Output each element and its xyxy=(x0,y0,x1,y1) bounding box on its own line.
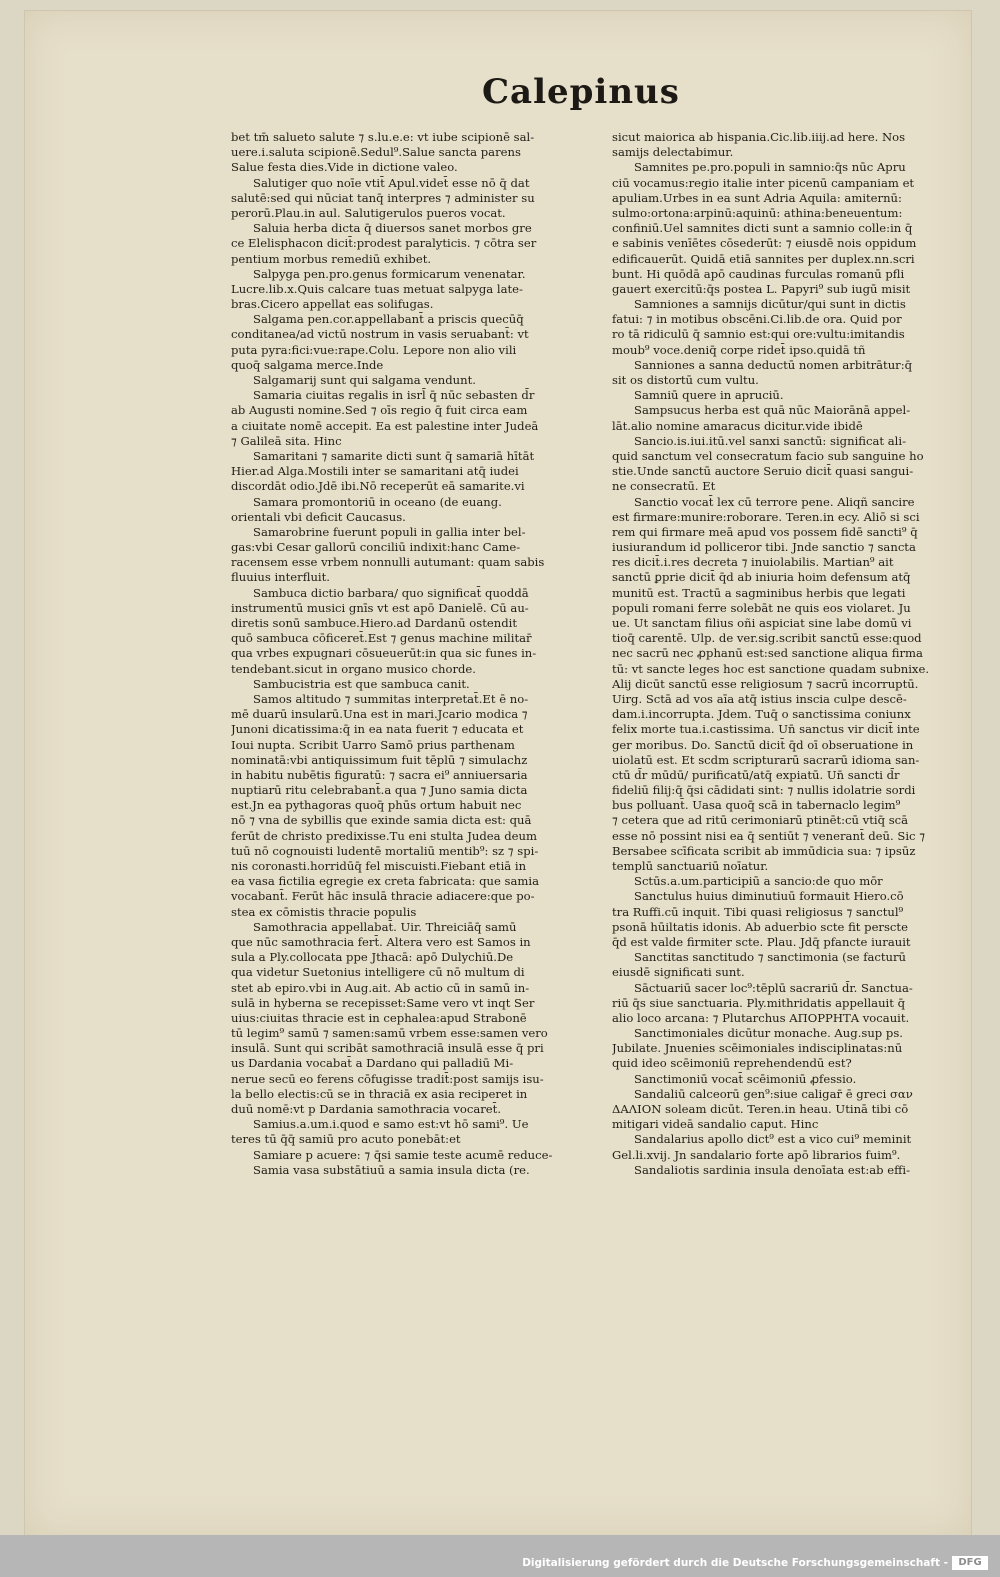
text-line: nec sacrū nec ꝓphanū est:sed sanctione aliqua firma xyxy=(612,646,923,661)
text-line: uiolatū est. Et scdm scripturarū sacrarū idioma san- xyxy=(612,752,920,767)
text-line: instrumentū musici gnīs vt est apō Danielē. Cū au- xyxy=(231,600,529,615)
text-line: Salgama pen.cor.appellabant̄ a priscis quecūq̄ xyxy=(253,312,524,327)
text-line: sula a Ply.collocata ppe Jthacā: apō Dulychiū.De xyxy=(231,950,514,965)
text-line: est.Jn ea pythagoras quoq̄ phūs ortum habuit nec xyxy=(231,798,522,813)
text-line: felix morte tua.i.castissima. Un̄ sanctus vir dicit̄ inte xyxy=(612,722,920,737)
text-line: salutē:sed qui nūciat tanq̄ interpres ⁊ administer su xyxy=(231,190,535,205)
text-line: alio loco arcana: ⁊ Plutarchus ΑΠΟΡΡΗΤΑ vocauit. xyxy=(612,1010,910,1025)
text-line: fluuius interfluit. xyxy=(231,570,330,585)
text-line: edificauerūt. Quidā etiā sannites per duplex.nn.scri xyxy=(612,251,915,266)
text-line: gauert exercitū:q̄s postea L. Papyri⁹ sub iugū misit xyxy=(612,281,911,296)
text-line: bet tm̄ salueto salute ⁊ s.lu.e.e: vt iube scipionē sal- xyxy=(231,130,535,144)
text-line: Samos altitudo ⁊ summitas interpretat̄.Et ē no- xyxy=(253,691,529,706)
text-line: stie.Unde sanctū auctore Seruio dicit̄ quasi sangui- xyxy=(612,464,914,479)
text-line: diretis sonū sambuce.Hiero.ad Dardanū ostendit xyxy=(231,616,517,630)
text-line: gas:vbi Cesar gallorū conciliū indixit:hanc Came- xyxy=(231,540,521,555)
text-line: Samara promontoriū in oceano (de euang. xyxy=(253,494,502,509)
text-line: q̄d est valde firmiter scte. Plau. Jdq̄ pfancte iurauit xyxy=(612,934,911,949)
footer-bar xyxy=(0,1535,1000,1577)
text-line: duū nomē:vt p Dardania samothracia vocaret̄. xyxy=(231,1102,502,1116)
text-line: riū q̄s siue sanctuaria. Ply.mithridatis appellauit q̄ xyxy=(612,995,906,1010)
text-line: templū sanctuariū noīatur. xyxy=(612,859,769,873)
text-line: Samarobrine fuerunt populi in gallia inter bel- xyxy=(253,524,526,539)
text-line: psonā hūiltatis idonis. Ab aduerbio scte fit perscte xyxy=(612,919,908,934)
text-line: Junoni dicatissima:q̄ in ea nata fuerit ⁊ educata et xyxy=(231,722,524,737)
text-line: in habitu nubētis figuratū: ⁊ sacra ei⁹ anniuersaria xyxy=(231,767,528,782)
text-line: puta pyra:fici:vue:rape.Colu. Lepore non alio vili xyxy=(231,342,517,357)
text-line: bras.Cicero appellat eas solifugas. xyxy=(231,297,434,312)
text-line: Sanctitas sanctitudo ⁊ sanctimonia (se facturū xyxy=(634,950,907,965)
text-line: stea ex cōmistis thracie populis xyxy=(231,904,417,919)
text-line: racensem esse vrbem nonnulli autumant: quam sabis xyxy=(231,555,545,570)
text-line: bus polluant̄. Uasa quoq̄ scā in tabernaclo legim⁹ xyxy=(612,798,901,813)
text-line: qua videtur Suetonius intelligere cū nō multum di xyxy=(231,965,525,980)
text-line: nō ⁊ vna de sybillis que exinde samia dicta est: quā xyxy=(231,813,532,828)
text-line: conditanea/ad victū nostrum in vasis seruabant̄: vt xyxy=(231,327,529,342)
text-line: Sambuca dictio barbara/ quo significat̄ quoddā xyxy=(253,585,529,600)
text-line: a ciuitate nomē accepit. Ea est palestine inter Judeā xyxy=(231,418,539,433)
text-line: tra Ruffi.cū inquit. Tibi quasi religiosus ⁊ sanctul⁹ xyxy=(612,904,904,919)
text-line: Hier.ad Alga.Mostili inter se samaritani atq̄ iudei xyxy=(231,464,519,479)
text-line: dam.i.incorrupta. Jdem. Tuq̄ o sanctissima coniunx xyxy=(612,707,911,722)
text-line: ne consecratū. Et xyxy=(612,479,716,494)
text-line: la bello electis:cū se in thraciā ex asia reciperet in xyxy=(231,1086,528,1101)
text-line: tū legim⁹ samū ⁊ samen:samū vrbem esse:samen vero xyxy=(231,1026,548,1041)
text-line: quid ideo scēimoniū reprehendendū est? xyxy=(612,1056,852,1071)
text-line: ea vasa fictilia egregie ex creta fabricata: que samia xyxy=(231,874,540,889)
text-line: Sanctimoniales dicūtur monache. Aug.sup ps. xyxy=(634,1026,903,1041)
text-line: iusiurandum id polliceror tibi. Jnde sanctio ⁊ sancta xyxy=(612,540,916,555)
text-line: sulā in hyberna se recepisset:Same vero vt inqt Ser xyxy=(231,995,535,1010)
text-line: tioq̄ carentē. Ulp. de ver.sig.scribit sanctū esse:quod xyxy=(612,631,922,646)
text-line: ab Augusti nomine.Sed ⁊ oīs regio q̄ fuit circa eam xyxy=(231,403,528,418)
text-line: sit os distortū cum vultu. xyxy=(612,373,759,387)
text-line: nerue secū eo ferens cōfugisse tradit̄:post samijs isu- xyxy=(231,1071,544,1086)
text-line: Sctūs.a.um.participiū a sancio:de quo mōr xyxy=(634,874,883,889)
text-line: bunt. Hi quōdā apō caudinas furculas romanū pfli xyxy=(612,266,905,281)
text-line: Salue festa dies.Vide in dictione valeo. xyxy=(231,160,458,175)
text-line: mitigari videā sandalio caput. Hinc xyxy=(612,1117,819,1132)
text-line: ce Elelisphacon dicit̄:prodest paralyticis. ⁊ cōtra ser xyxy=(231,236,537,251)
text-line: ferūt de christo predixisse.Tu eni stulta Judea deum xyxy=(231,828,537,843)
text-line: tū: vt sancte leges hoc est sanctione quadam subnixe. xyxy=(612,661,929,676)
text-line: eiusdē significati sunt. xyxy=(612,965,745,980)
text-line: Sandaliotis sardinia insula denoīata est:ab effi- xyxy=(634,1162,910,1177)
text-line: insulā. Sunt qui scribāt samothraciā insulā esse q̄ pri xyxy=(231,1041,544,1056)
text-line: Saluia herba dicta q̄ diuersos sanet morbos gre xyxy=(253,221,532,236)
text-line: Sanctio vocat̄ lex cū terrore pene. Aliqñ sancire xyxy=(634,494,915,509)
text-line: que nūc samothracia fert̄. Altera vero est Samos in xyxy=(231,934,531,949)
text-line: Sanctimoniū vocat̄ scēimoniū ꝓfessio. xyxy=(634,1071,857,1086)
text-line: quoq̄ salgama merce.Inde xyxy=(231,357,384,372)
text-line: Ioui nupta. Scribit Uarro Samō prius parthenam xyxy=(231,737,515,752)
text-line: Sandalarius apollo dict⁹ est a vico cui⁹ meminit xyxy=(634,1132,912,1147)
text-line: Jubilate. Jnuenies scēimoniales indisciplinatas:nū xyxy=(612,1041,903,1056)
running-headword: Calepinus xyxy=(482,72,680,112)
text-line: ⁊ Galileā sita. Hinc xyxy=(231,433,342,448)
text-line: ⁊ cetera que ad ritū cerimoniarū ptinēt:cū vtiq̄ scā xyxy=(612,813,909,828)
text-line: mē duarū insularū.Una est in mari.Jcario modica ⁊ xyxy=(231,707,528,722)
text-line: ΔΑΛΙΟΝ soleam dicūt. Teren.in heau. Utinā tibi cō xyxy=(612,1102,909,1116)
text-line: lāt.alio nomine amaracus dicitur.vide ibidē xyxy=(612,418,863,433)
dfg-logo: DFG xyxy=(952,1556,988,1570)
text-line: Samnites pe.pro.populi in samnio:q̄s nūc Apru xyxy=(634,160,906,175)
text-line: Salpyga pen.pro.genus formicarum venenatar. xyxy=(253,266,526,281)
right-text-column xyxy=(612,130,962,1178)
text-line: Samniū quere in apruciū. xyxy=(634,388,784,403)
text-line: Alij dicūt sanctū esse religiosum ⁊ sacrū incorruptū. xyxy=(612,676,919,691)
text-line: Salgamarij sunt qui salgama vendunt. xyxy=(253,373,476,387)
text-line: quō sambuca cōficeret̄.Est ⁊ genus machine militar̄ xyxy=(231,631,532,646)
text-line: munitū est. Tractū a sagminibus herbis que legati xyxy=(612,585,906,600)
text-line: Sanctulus huius diminutiuū formauit Hiero.cō xyxy=(634,889,904,904)
text-line: confiniū.Uel samnites dicti sunt a samnio colle:in q̄ xyxy=(612,221,913,236)
text-line: Sāctuariū sacer loc⁹:tēplū sacrariū d̄r. Sanctua- xyxy=(634,980,913,995)
text-line: Samaritani ⁊ samarite dicti sunt q̄ samariā hītāt xyxy=(253,448,535,463)
text-line: sanctū ꝑprie dicit̄ q̄d ab iniuria hoim defensum atq̄ xyxy=(612,570,911,585)
text-line: qua vrbes expugnari cōsueuerūt:in qua sic funes in- xyxy=(231,646,537,661)
text-line: tendebant.sicut in organo musico chorde. xyxy=(231,661,476,676)
text-line: Sancio.is.iui.itū.vel sanxi sanctū: significat ali- xyxy=(634,433,907,448)
text-line: Sandaliū calceorū gen⁹:siue caligar̄ ē greci σαν xyxy=(634,1086,913,1101)
text-line: Samiare p acuere: ⁊ q̄si samie teste acumē reduce- xyxy=(253,1147,553,1162)
text-line: ro tā ridiculū q̄ samnio est:qui ore:vultu:imitandis xyxy=(612,327,905,342)
text-line: perorū.Plau.in aul. Salutigerulos pueros vocat. xyxy=(231,205,506,220)
text-line: sicut maiorica ab hispania.Cic.lib.iiij.ad here. Nos xyxy=(612,130,906,144)
text-line: vocabant̄. Ferūt hāc insulā thracie adiacere:que po- xyxy=(231,889,535,904)
text-line: stet ab epiro.vbi in Aug.ait. Ab actio cū in samū in- xyxy=(231,980,530,995)
text-line: e sabinis venīētes cōsederūt: ⁊ eiusdē nois oppidum xyxy=(612,236,917,251)
funding-credit: Digitalisierung gefördert durch die Deutsche Forschungsgemeinschaft - xyxy=(522,1557,948,1569)
text-line: teres tū q̄q̄ samiū pro acuto ponebāt:et xyxy=(231,1132,461,1147)
text-line: esse nō possint nisi ea q̄ sentiūt ⁊ venerant̄ deū. Sic ⁊ xyxy=(612,828,925,843)
text-line: tuū nō cognouisti ludentē mortaliū mentib⁹: sz ⁊ spi- xyxy=(231,843,539,858)
text-line: res dicit̄.i.res decreta ⁊ inuiolabilis. Martian⁹ ait xyxy=(612,555,894,570)
text-line: sulmo:ortona:arpinū:aquinū: athina:beneuentum: xyxy=(612,205,903,220)
text-line: moub⁹ voce.deniq̄ corpe ridet̄ ipso.quidā tñ xyxy=(612,342,866,357)
text-line: samijs delectabimur. xyxy=(612,145,734,160)
text-line: nuptiarū ritu celebrabant̄.a qua ⁊ Juno samia dicta xyxy=(231,783,528,798)
text-line: uere.i.saluta scipionē.Sedul⁹.Salue sancta parens xyxy=(231,145,521,160)
text-line: Samius.a.um.i.quod e samo est:vt hō sami⁹. Ue xyxy=(253,1117,529,1132)
text-line: Sanniones a sanna deductū nomen arbitrātur:q̄ xyxy=(634,357,913,372)
text-line: ciū vocamus:regio italie inter picenū campaniam et xyxy=(612,175,915,190)
text-line: apuliam.Urbes in ea sunt Adria Aquila: amiternū: xyxy=(612,190,902,205)
text-line: discordāt odio.Jdē ibi.Nō receperūt eā samarite.vi xyxy=(231,479,525,494)
text-line: fatui: ⁊ in motibus obscēni.Ci.lib.de ora. Quid por xyxy=(612,312,902,327)
text-line: ctū d̄r mūdū/ purificatū/atq̄ expiatū. Un̄ sancti d̄r xyxy=(612,767,900,782)
text-line: Gel.li.xvij. Jn sandalario forte apō librarios fuim⁹. xyxy=(612,1147,901,1162)
text-line: Lucre.lib.x.Quis calcare tuas metuat salpyga late- xyxy=(231,281,523,296)
left-text-column xyxy=(231,130,586,1178)
text-line: est firmare:munire:roborare. Teren.in ecy. Aliō si sci xyxy=(612,509,920,524)
text-line: orientali vbi deficit Caucasus. xyxy=(231,509,406,524)
text-line: Bersabee scīficata scribit ab immūdicia sua: ⁊ ipsūz xyxy=(612,843,916,858)
text-line: quid sanctum vel consecratum facio sub sanguine ho xyxy=(612,448,924,463)
text-line: rem qui firmare meā apud vos possem fidē sancti⁹ q̄ xyxy=(612,524,918,539)
text-line: ger moribus. Do. Sanctū dicit̄ q̄d oī obseruatione in xyxy=(612,737,914,752)
text-line: Sambucistria est que sambuca canit. xyxy=(253,676,470,691)
text-line: Uirg. Sctā ad vos aīa atq̄ istius inscia culpe descē- xyxy=(612,691,907,706)
text-line: Samothracia appellabat̄. Uir. Threiciāq̄ samū xyxy=(253,919,517,934)
text-line: Salutiger quo noīe vtit̄ Apul.videt̄ esse nō q̄ dat xyxy=(253,175,530,190)
text-line: nominatā:vbi antiquissimum fuit tēplū ⁊ simulachz xyxy=(231,752,528,767)
text-line: Sampsucus herba est quā nūc Maiorānā appel- xyxy=(634,403,911,418)
text-line: us Dardania vocabat̄ a Dardano qui palladiū Mi- xyxy=(231,1056,514,1071)
text-line: nis coronasti.horridūq̄ fel miscuisti.Fiebant etiā in xyxy=(231,859,527,873)
text-line: ue. Ut sanctam filius oñi aspiciat sine labe domū vi xyxy=(612,616,912,630)
text-line: pentium morbus remediū exhibet. xyxy=(231,251,432,266)
text-line: populi romani ferre solebāt ne quis eos violaret. Ju xyxy=(612,600,911,615)
text-line: Samniones a samnijs dicūtur/qui sunt in dictis xyxy=(634,297,906,312)
text-line: Samia vasa substātiuū a samia insula dicta (re. xyxy=(253,1162,530,1177)
text-line: Samaria ciuitas regalis in isrl̄ q̄ nūc sebasten d̄r xyxy=(253,388,535,403)
text-line: uius:ciuitas thracie est in cephalea:apud Strabonē xyxy=(231,1010,527,1025)
text-line: fideliū filij:q̄ q̄si cādidati sint: ⁊ nullis idolatrie sordi xyxy=(612,783,916,798)
